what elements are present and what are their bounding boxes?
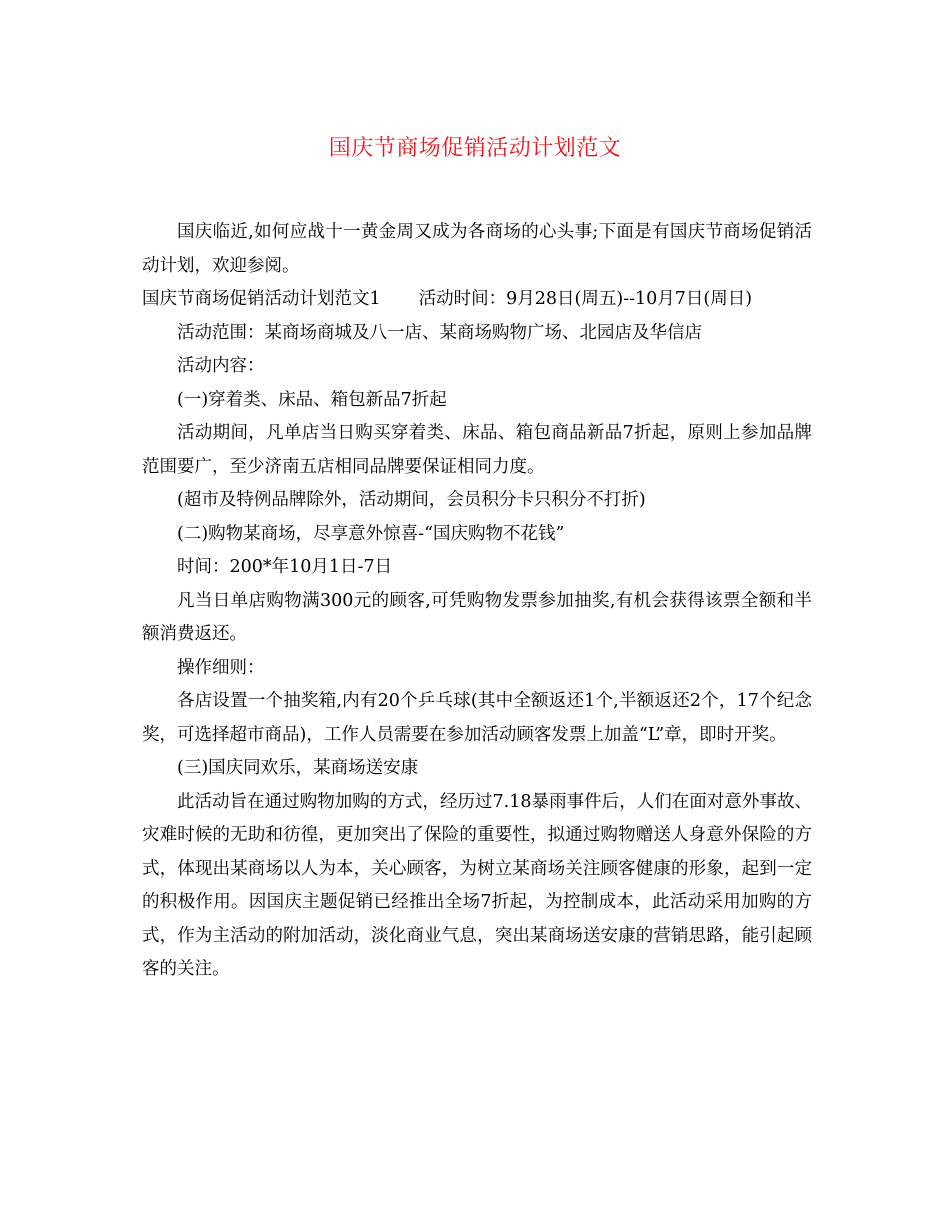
paragraph-item-3-detail: 此活动旨在通过购物加购的方式，经历过7.18暴雨事件后，人们在面对意外事故、灾难时候的无助和彷徨，更加突出了保险的重要性，拟通过购物赠送人身意外保险的方式，体现出某商场以人为本，关心顾客，为树立某商场关注顾客健康的形象，起到一定的积极作用。因国庆主题促销已经推出全场7折起，为控制成本，此活动采用加购的方式，作为主活动的附加活动，淡化商业气息，突出某商场送安康的营销思路，能引起顾客的关注。	[142, 791, 812, 979]
paragraph-item-3: (三)国庆同欢乐，某商场送安康	[177, 758, 419, 778]
paragraph-item-1-detail: 活动期间，凡单店当日购买穿着类、床品、箱包商品新品7折起，原则上参加品牌范围要广，至少济南五店相同品牌要保证相同力度。	[142, 423, 812, 477]
document-title: 国庆节商场促销活动计划范文	[328, 136, 622, 161]
activity-time: 活动时间：9月28日(周五)--10月7日(周日)	[418, 289, 753, 309]
paragraph-content-label: 活动内容：	[177, 356, 265, 376]
paragraph-item-2-detail: 凡当日单店购物满300元的顾客,可凭购物发票参加抽奖,有机会获得该票全额和半额消费返还。	[142, 590, 812, 644]
paragraph-rules-label: 操作细则：	[177, 657, 265, 678]
paragraph-item-1: (一)穿着类、床品、箱包新品7折起	[177, 389, 447, 410]
paragraph-item-2: (二)购物某商场，尽享意外惊喜-“国庆购物不花钱”	[177, 523, 565, 544]
paragraph-item-2-time: 时间：200*年10月1日-7日	[177, 557, 393, 577]
paragraph-rules-detail: 各店设置一个抽奖箱,内有20个乒乓球(其中全额返还1个,半额返还2个，17个纪念奖，可选择超市商品)，工作人员需要在参加活动顾客发票上加盖“L”章，即时开奖。	[142, 691, 812, 745]
paragraph-item-1-note: (超市及特例品牌除外，活动期间，会员积分卡只积分不打折)	[177, 490, 646, 510]
section-heading: 国庆节商场促销活动计划范文1	[142, 289, 381, 309]
paragraph-scope: 活动范围：某商场商城及八一店、某商场购物广场、北园店及华信店	[177, 322, 702, 343]
intro-paragraph: 国庆临近,如何应战十一黄金周又成为各商场的心头事;下面是有国庆节商场促销活动计划，欢迎参阅。	[142, 222, 812, 276]
section-heading-line	[142, 283, 812, 317]
document-body	[142, 216, 812, 987]
